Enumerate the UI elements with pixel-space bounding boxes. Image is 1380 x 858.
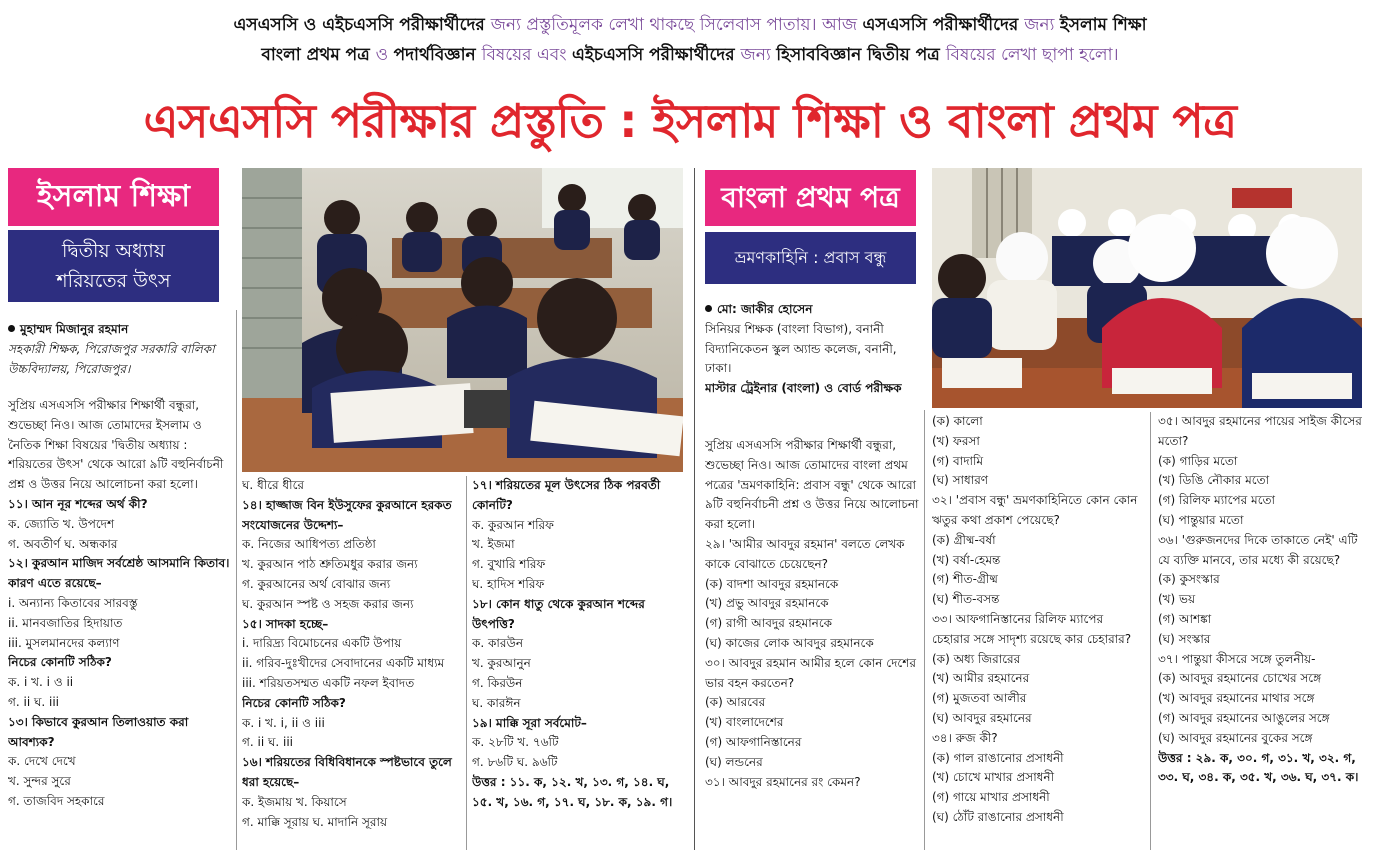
text-line: ৩৩। আফগানিস্তানের রিলিফ ম্যাপের চেহারার সঙ্গে সাদৃশ্য রয়েছে কার চেহারার? (932, 611, 1132, 646)
text-line: ৩৬। 'গুরুজনদের দিকে তাকাতে নেই' এটি যে ব্যক্তি মানবে, তার মধ্যে কী রয়েছে? (1158, 532, 1358, 567)
islam-section-label: ইসলাম শিক্ষা (8, 168, 219, 226)
text-line: উত্তর : ১১. ক, ১২. খ, ১৩. গ, ১৪. ঘ, ১৫. খ, ১৬. গ, ১৭. ঘ, ১৮. ক, ১৯. গ। (472, 774, 673, 809)
text-line: ৩৭। পান্তুয়া কীসরে সঙ্গে তুলনীয়- (1158, 651, 1316, 666)
bangla-author-role-2: মাস্টার ট্রেইনার (বাংলা) ও বোর্ড পরীক্ষক (705, 381, 902, 396)
text-line: (ক) গাল রাঙানোর প্রসাধনী (932, 750, 1064, 765)
text-line: ii. গরিব-দুঃখীদের সেবাদানের একটি মাধ্যম (242, 656, 445, 671)
bangla-column-2 (932, 412, 1144, 856)
text-line: (ঘ) আবদুর রহমানের বুকের সঙ্গে (1158, 730, 1313, 745)
bangla-author-name: মো: জাকীর হোসেন (717, 302, 813, 316)
text-line: ক. i খ. i, ii ও iii (242, 715, 325, 730)
text-line: i. দারিদ্র্য বিমোচনের একটি উপায় (242, 636, 402, 651)
text-line: ১৯। মাক্কি সূরা সর্বমোট– (472, 715, 587, 730)
text-line: (ঘ) শীত-বসন্ত (932, 592, 1000, 607)
text-line: (খ) প্রভু আবদুর রহমানকে (705, 596, 829, 611)
text-line: গ. বুখারি শরিফ (472, 557, 546, 572)
text-line: ১৬। শরিয়তের বিধিবিধানকে স্পষ্টভাবে তুলে ধরা হয়েছে– (242, 755, 452, 789)
bangla-column-3 (1158, 412, 1368, 856)
intro-segment: জন্য (1024, 15, 1060, 35)
text-line: গ. ৮৬টি ঘ. ৯৬টি (472, 755, 558, 770)
text-line: (গ) আশঙ্কা (1158, 611, 1212, 626)
intro-segment: এসএসসি ও এইচএসসি পরীক্ষার্থীদের (233, 15, 491, 35)
column-divider (236, 310, 237, 850)
text-line: ক. i খ. i ও ii (8, 675, 74, 690)
text-line: ঘ. হাদিস শরিফ (472, 576, 545, 591)
bangla-column-1 (705, 436, 919, 856)
text-line: (ঘ) পান্তুয়ার মতো (1158, 512, 1244, 527)
text-line: (খ) আবদুর রহমানের মাথার সঙ্গে (1158, 691, 1315, 706)
bullet-icon (705, 305, 712, 312)
text-line: ২৯। 'আমীর আবদুর রহমান' বলতে লেখক কাকে বোঝাতে চেয়েছেন? (705, 536, 905, 571)
intro-segment: জন্য (740, 45, 777, 65)
text-line: (খ) ফরসা (932, 433, 980, 448)
islam-author-block (8, 320, 230, 382)
text-line: সুপ্রিয় এসএসসি পরীক্ষার শিক্ষার্থী বন্ধুরা, শুভেচ্ছা নিও। আজ তোমাদের বাংলা প্রথম পত্রের 'ভ্রমণকাহিনি: প্রবাস বন্ধু' থেকে আরো ৯টি বহুনির্বাচনী প্রশ্ন ও উত্তর নিয়ে আলোচনা করা হলো। (705, 438, 919, 532)
text-line: (খ) বাংলাদেশের (705, 715, 784, 730)
intro-segment: এইচএসসি পরীক্ষার্থীদের (572, 45, 741, 65)
text-line: (খ) চোখে মাখার প্রসাধনী (932, 770, 1055, 785)
text-line: ১৫। সাদকা হচ্ছে– (242, 616, 329, 631)
section-divider (694, 168, 695, 850)
text-line: (ক) কুসংস্কার (1158, 572, 1220, 587)
bangla-topic-box: ভ্রমণকাহিনি : প্রবাস বন্ধু (705, 232, 916, 284)
islam-column-1 (8, 396, 230, 856)
headline: এসএসসি পরীক্ষার প্রস্তুতি : ইসলাম শিক্ষা ও বাংলা প্রথম পত্র (143, 94, 1237, 148)
text-line: ক. দেখে দেখে (8, 754, 76, 769)
text-line: গ. কিরউন (472, 675, 523, 690)
text-line: (ঘ) সংস্কার (1158, 631, 1211, 646)
text-line: ৩২। 'প্রবাস বন্ধু' ভ্রমণকাহিনিতে কোন কোন ঋতুর কথা প্রকাশ পেয়েছে? (932, 493, 1138, 527)
text-line: (গ) মুজতবা আলীর (932, 691, 1027, 706)
text-line: গ. তাজবিদ সহকারে (8, 793, 105, 808)
classroom-photo-illustration (932, 168, 1362, 408)
intro-line-2 (0, 40, 1380, 70)
text-line: ঘ. ধীরে ধীরে (242, 478, 305, 492)
text-line: ১১। আন নূর শব্দের অর্থ কী? (8, 496, 148, 511)
text-line: (খ) ডিঙি নৌকার মতো (1158, 473, 1270, 488)
column-divider (466, 476, 467, 850)
intro-segment: পদার্থবিজ্ঞান (393, 45, 482, 65)
bangla-author-block (705, 300, 919, 420)
text-line: ৩১। আবদুর রহমানের রং কেমন? (705, 774, 861, 789)
intro-segment: ও (375, 45, 394, 65)
text-line: ক. ইজমায় খ. কিয়াসে (242, 794, 347, 809)
intro-segment: বাংলা প্রথম পত্র (261, 45, 376, 65)
classroom-photo-illustration (242, 168, 683, 472)
text-line: ii. মানবজাতির হিদায়াত (8, 615, 123, 630)
text-line: গ. ii ঘ. iii (242, 735, 294, 750)
classroom-photo-girls (932, 168, 1362, 408)
text-line: (ক) গাড়ির মতো (1158, 453, 1238, 468)
text-line: ১২। কুরআন মাজিদ সর্বশ্রেষ্ঠ আসমানি কিতাব। কারণ এতে রয়েছে– (8, 556, 230, 591)
text-line: (ক) অধ্য জিরারের (932, 651, 1021, 666)
bangla-author-role: সিনিয়র শিক্ষক (বাংলা বিভাগ), বনানী বিদ্যানিকেতন স্কুল অ্যান্ড কলেজ, বনানী, ঢাকা। (705, 321, 897, 376)
text-line: (ঘ) আবদুর রহমানের (932, 710, 1032, 725)
text-line: (গ) রাগী আবদুর রহমানকে (705, 616, 833, 631)
text-line: (ঘ) লন্ডনের (705, 754, 763, 769)
islam-chapter-title: শরিয়তের উৎস (56, 270, 171, 292)
text-line: খ. সুন্দর সুরে (8, 774, 71, 789)
text-line: ক. কুরআন শরিফ (472, 517, 554, 532)
text-line: (গ) আবদুর রহমানের আঙুলের সঙ্গে (1158, 710, 1330, 725)
islam-author-role: সহকারী শিক্ষক, পিরোজপুর সরকারি বালিকা উচ্চবিদ্যালয়, পিরোজপুর। (8, 341, 215, 376)
intro-segment: বিষয়ের এবং (481, 45, 572, 65)
text-line: ঘ. কারঈন (472, 695, 521, 710)
islam-chapter-box (8, 230, 219, 302)
intro-segment: জন্য প্রস্তুতিমূলক লেখা থাকছে সিলেবাস পাতায়। আজ (490, 15, 863, 35)
islam-column-3 (472, 476, 684, 856)
islam-author-name: মুহাম্মদ মিজানুর রহমান (20, 322, 129, 336)
text-line: ৩৫। আবদুর রহমানের পায়ের সাইজ কীসের মতো? (1158, 414, 1362, 448)
text-line: গ. কুরআনের অর্থ বোঝার জন্য (242, 576, 391, 591)
text-line: ১৮। কোন ধাতু থেকে কুরআন শব্দের উৎপত্তি? (472, 596, 645, 631)
text-line: খ. কুরআনুন (472, 656, 531, 671)
text-line: ১৭। শরিয়তের মূল উৎসের ঠিক পরবর্তী কোনটি? (472, 478, 661, 512)
text-line: (খ) ভয় (1158, 592, 1196, 607)
intro-segment: এসএসসি পরীক্ষার্থীদের (862, 15, 1025, 35)
text-line: iii. শরিয়তসম্মত একটি নফল ইবাদত (242, 675, 415, 690)
bullet-icon (8, 325, 15, 332)
text-line: ৩৪। রুজ কী? (932, 730, 998, 745)
islam-chapter-number: দ্বিতীয় অধ্যায় (62, 240, 165, 262)
text-line: (ক) আবদুর রহমানের চোখের সঙ্গে (1158, 671, 1322, 686)
text-line: (ক) কালো (932, 414, 983, 428)
text-line: ক. নিজের আধিপত্য প্রতিষ্ঠা (242, 537, 376, 552)
text-line: i. অন্যান্য কিতাবের সারবস্তু (8, 595, 138, 610)
text-line: সুপ্রিয় এসএসসি পরীক্ষার শিক্ষার্থী বন্ধুরা, শুভেচ্ছা নিও। আজ তোমাদের ইসলাম ও নৈতিক শিক্ষা বিষয়ের 'দ্বিতীয় অধ্যায় : শরিয়তের উৎস' থেকে আরো ৯টি বহুনির্বাচনী প্রশ্ন ও উত্তর নিয়ে আলোচনা করা হলো। (8, 398, 224, 492)
text-line: (গ) আফগানিস্তানের (705, 734, 802, 749)
column-divider (1150, 412, 1151, 850)
text-line: নিচের কোনটি সঠিক? (242, 695, 346, 710)
text-line: (ক) আরবের (705, 695, 766, 710)
intro-segment: বিষয়ের লেখা ছাপা হলো। (945, 45, 1119, 65)
text-line: ঘ. কুরআন স্পষ্ট ও সহজ করার জন্য (242, 596, 414, 611)
text-line: (ক) বাদশা আবদুর রহমানকে (705, 576, 839, 591)
text-line: ক. কারউন (472, 636, 524, 651)
text-line: গ. ii ঘ. iii (8, 694, 60, 709)
text-line: ৩০। আবদুর রহমান আমীর হলে কোন দেশের ভার বহন করতেন? (705, 655, 916, 690)
text-line: গ. মাক্কি সূরায় ঘ. মাদানি সূরায় (242, 814, 388, 829)
text-line: ক. জ্যোতি খ. উপদেশ (8, 516, 115, 531)
islam-column-2 (242, 476, 462, 856)
text-line: iii. মুসলমানদের কল্যাণ (8, 635, 120, 650)
text-line: (ঘ) ঠোঁট রাঙানোর প্রসাধনী (932, 809, 1064, 824)
text-line: গ. অবতীর্ণ ঘ. অন্ধকার (8, 536, 118, 551)
text-line: (গ) গায়ে মাখার প্রসাধনী (932, 790, 1050, 805)
column-divider (924, 410, 925, 850)
text-line: ক. ২৮টি খ. ৭৬টি (472, 735, 559, 750)
text-line: ১৪। হাজ্জাজ বিন ইউসুফের কুরআনে হরকত সংযোজনের উদ্দেশ্য– (242, 497, 452, 532)
text-line: খ. কুরআন পাঠ শ্রুতিমধুর করার জন্য (242, 557, 418, 572)
bangla-section-label: বাংলা প্রথম পত্র (705, 170, 916, 226)
text-line: উত্তর : ২৯. ক, ৩০. গ, ৩১. খ, ৩২. গ, ৩৩. ঘ, ৩৪. ক, ৩৫. খ, ৩৬. ঘ, ৩৭. ক। (1158, 750, 1359, 785)
intro-segment: হিসাববিজ্ঞান দ্বিতীয় পত্র (776, 45, 946, 65)
text-line: (গ) শীত-গ্রীষ্ম (932, 572, 998, 587)
intro-segment: ইসলাম শিক্ষা (1059, 15, 1147, 35)
text-line: (খ) আমীর রহমানের (932, 671, 1030, 686)
text-line: খ. ইজমা (472, 537, 515, 552)
text-line: (ক) গ্রীষ্ম-বর্ষা (932, 532, 996, 547)
intro-note (0, 10, 1380, 70)
text-line: (গ) রিলিফ ম্যাপের মতো (1158, 493, 1276, 508)
text-line: (খ) বর্ষা-হেমন্ত (932, 552, 1001, 567)
text-line: নিচের কোনটি সঠিক? (8, 655, 112, 670)
text-line: ১৩। কিভাবে কুরআন তিলাওয়াত করা আবশ্যক? (8, 714, 189, 749)
classroom-photo-students (242, 168, 683, 472)
intro-line-1 (0, 10, 1380, 40)
text-line: (ঘ) সাধারণ (932, 473, 989, 488)
text-line: (গ) বাদামি (932, 453, 984, 468)
text-line: (ঘ) কাজের লোক আবদুর রহমানকে (705, 635, 874, 650)
